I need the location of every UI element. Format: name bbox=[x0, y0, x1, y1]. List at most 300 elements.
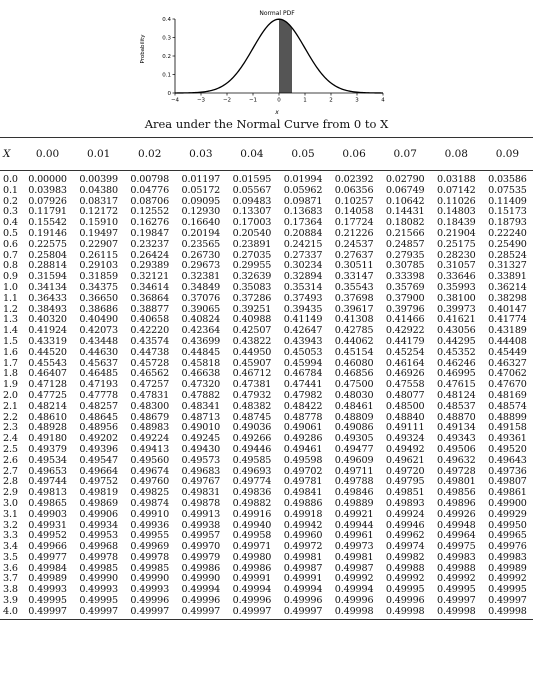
table-cell: 0.21566 bbox=[385, 227, 425, 239]
table-cell: 0.49996 bbox=[232, 595, 272, 607]
table-cell: 0.37493 bbox=[283, 292, 323, 304]
normal-distribution-table bbox=[0, 137, 533, 620]
row-header-x: 3.2 bbox=[3, 519, 18, 531]
table-cell: 0.09483 bbox=[232, 195, 272, 207]
table-cell: 0.49664 bbox=[79, 465, 118, 477]
row-header-x: 4.0 bbox=[0, 607, 22, 619]
table-cell: 0.07926 bbox=[28, 195, 67, 207]
table-cell: 0.49585 bbox=[232, 454, 272, 466]
table-cell: 0.47982 bbox=[283, 389, 323, 401]
table-cell: 0.15542 bbox=[28, 217, 67, 229]
table-cell: 0.42785 bbox=[334, 325, 374, 337]
row-header-x: 1.7 bbox=[3, 357, 18, 369]
table-cell: 0.49632 bbox=[436, 454, 476, 466]
table-cell: 0.44738 bbox=[130, 346, 170, 358]
y-tick-label: 0.2 bbox=[162, 54, 171, 60]
table-cell: 0.18793 bbox=[488, 217, 527, 229]
table-cell: 0.37286 bbox=[232, 292, 272, 304]
table-cell: 0.49900 bbox=[488, 497, 527, 509]
column-header: 0.06 bbox=[329, 138, 380, 171]
table-cell: 0.49989 bbox=[488, 562, 527, 574]
table-cell: 0.44845 bbox=[181, 346, 221, 358]
table-cell: 0.49998 bbox=[431, 607, 482, 619]
table-cell: 0.49979 bbox=[181, 551, 221, 563]
row-header-x: 0.5 bbox=[3, 227, 18, 239]
table-cell: 0.00000 bbox=[28, 174, 67, 185]
y-tick-label: 0.1 bbox=[162, 72, 171, 79]
table-cell: 0.35993 bbox=[436, 281, 476, 293]
table-cell: 0.49987 bbox=[283, 562, 323, 574]
table-cell: 0.48840 bbox=[385, 411, 425, 423]
table-cell: 0.49851 bbox=[385, 487, 425, 499]
y-tick-label: 0 bbox=[167, 91, 171, 97]
table-cell: 0.46562 bbox=[130, 368, 170, 380]
table-cell: 0.47558 bbox=[385, 379, 425, 391]
table-cell: 0.48461 bbox=[334, 400, 374, 412]
table-cell: 0.48537 bbox=[436, 400, 476, 412]
table-cell: 0.49903 bbox=[28, 508, 67, 520]
table-cell: 0.49343 bbox=[436, 433, 476, 445]
table-cell: 0.22907 bbox=[79, 238, 118, 250]
table-cell: 0.07535 bbox=[488, 184, 527, 196]
row-header-x: 0.1 bbox=[3, 184, 18, 196]
table-cell: 0.43699 bbox=[181, 335, 221, 347]
table-cell: 0.31859 bbox=[79, 271, 118, 283]
table-cell: 0.49520 bbox=[488, 443, 527, 455]
table-cell: 0.49971 bbox=[232, 541, 272, 553]
table-cell: 0.49882 bbox=[232, 497, 272, 509]
table-cell: 0.49990 bbox=[181, 573, 221, 585]
column-header: 0.04 bbox=[226, 138, 277, 171]
table-cell: 0.49929 bbox=[488, 508, 527, 520]
table-cell: 0.49825 bbox=[130, 487, 170, 499]
table-cell: 0.00399 bbox=[79, 174, 118, 185]
row-header-x: 2.2 bbox=[3, 411, 18, 423]
table-cell: 0.46638 bbox=[181, 368, 221, 380]
table-cell: 0.35543 bbox=[334, 281, 374, 293]
table-cell: 0.49534 bbox=[28, 454, 67, 466]
row-header-x: 1.2 bbox=[3, 303, 18, 315]
table-cell: 0.46712 bbox=[232, 368, 272, 380]
table-cell: 0.42364 bbox=[181, 325, 221, 337]
table-cell: 0.49906 bbox=[79, 508, 118, 520]
table-cell: 0.47725 bbox=[28, 389, 67, 401]
table-cell: 0.15173 bbox=[488, 206, 527, 218]
table-cell: 0.35314 bbox=[283, 281, 323, 293]
table-row bbox=[0, 171, 533, 186]
table-cell: 0.49993 bbox=[28, 584, 67, 596]
table-cell: 0.49728 bbox=[436, 465, 476, 477]
table-cell: 0.47500 bbox=[334, 379, 374, 391]
table-cell: 0.22575 bbox=[28, 238, 67, 250]
table-cell: 0.43822 bbox=[232, 335, 272, 347]
table-cell: 0.17724 bbox=[334, 217, 374, 229]
normal-pdf-plot bbox=[128, 4, 390, 116]
table-cell: 0.01595 bbox=[232, 174, 272, 185]
table-cell: 0.45994 bbox=[283, 357, 323, 369]
table-cell: 0.33147 bbox=[334, 271, 374, 283]
table-cell: 0.49361 bbox=[488, 433, 527, 445]
table-cell: 0.49950 bbox=[488, 519, 527, 531]
x-tick-label: 0 bbox=[277, 97, 281, 104]
table-cell: 0.30785 bbox=[385, 260, 425, 272]
table-cell: 0.49643 bbox=[488, 454, 527, 466]
table-cell: 0.28814 bbox=[28, 260, 67, 272]
table-cell: 0.49995 bbox=[488, 584, 527, 596]
table-cell: 0.49997 bbox=[226, 607, 277, 619]
table-cell: 0.47062 bbox=[488, 368, 527, 380]
table-cell: 0.48983 bbox=[130, 422, 170, 434]
table-cell: 0.49989 bbox=[28, 573, 67, 585]
table-cell: 0.12930 bbox=[181, 206, 221, 218]
table-cell: 0.47882 bbox=[181, 389, 221, 401]
table-cell: 0.01994 bbox=[283, 174, 323, 185]
table-cell: 0.27935 bbox=[385, 249, 425, 261]
table-cell: 0.49573 bbox=[181, 454, 221, 466]
y-tick-label: 0.4 bbox=[162, 17, 171, 23]
table-cell: 0.49940 bbox=[232, 519, 272, 531]
table-cell: 0.38686 bbox=[79, 303, 118, 315]
table-cell: 0.49973 bbox=[334, 541, 374, 553]
table-cell: 0.46080 bbox=[334, 357, 374, 369]
table-cell: 0.13307 bbox=[232, 206, 272, 218]
table-cell: 0.46995 bbox=[436, 368, 476, 380]
table-cell: 0.49889 bbox=[334, 497, 374, 509]
table-cell: 0.17364 bbox=[283, 217, 323, 229]
table-cell: 0.43056 bbox=[436, 325, 476, 337]
table-cell: 0.25804 bbox=[28, 249, 67, 261]
row-header-x: 0.6 bbox=[3, 238, 18, 250]
row-header-x: 3.7 bbox=[3, 573, 18, 585]
table-cell: 0.49461 bbox=[283, 443, 323, 455]
table-cell: 0.07142 bbox=[436, 184, 476, 196]
column-header: 0.00 bbox=[22, 138, 73, 171]
row-header-x: 1.8 bbox=[3, 368, 18, 380]
table-cell: 0.14431 bbox=[385, 206, 425, 218]
table-cell: 0.49977 bbox=[28, 551, 67, 563]
table-cell: 0.49957 bbox=[181, 530, 221, 542]
table-cell: 0.36433 bbox=[28, 292, 67, 304]
table-cell: 0.49983 bbox=[436, 551, 476, 563]
table-cell: 0.46327 bbox=[488, 357, 527, 369]
table-cell: 0.48809 bbox=[334, 411, 374, 423]
table-cell: 0.49942 bbox=[283, 519, 323, 531]
table-cell: 0.41466 bbox=[385, 314, 425, 326]
table-cell: 0.49086 bbox=[334, 422, 374, 434]
table-cell: 0.49286 bbox=[283, 433, 323, 445]
table-cell: 0.43574 bbox=[130, 335, 170, 347]
normal-pdf-figure bbox=[128, 4, 390, 116]
table-cell: 0.49955 bbox=[130, 530, 170, 542]
figure-x-label: x bbox=[275, 109, 279, 116]
table-cell: 0.48500 bbox=[385, 400, 425, 412]
table-cell: 0.47128 bbox=[28, 379, 67, 391]
table-cell: 0.26730 bbox=[181, 249, 221, 261]
table-cell: 0.49992 bbox=[488, 573, 527, 585]
table-cell: 0.49998 bbox=[329, 607, 380, 619]
table-cell: 0.02392 bbox=[334, 174, 374, 185]
figure-title: Normal PDF bbox=[259, 10, 295, 17]
table-cell: 0.49831 bbox=[181, 487, 221, 499]
table-cell: 0.43189 bbox=[488, 325, 527, 337]
table-cell: 0.45818 bbox=[181, 357, 221, 369]
table-cell: 0.49886 bbox=[283, 497, 323, 509]
table-cell: 0.49946 bbox=[385, 519, 425, 531]
column-header: 0.05 bbox=[277, 138, 328, 171]
table-cell: 0.49992 bbox=[385, 573, 425, 585]
table-cell: 0.38493 bbox=[28, 303, 67, 315]
row-header-x: 3.9 bbox=[3, 595, 18, 607]
table-cell: 0.49477 bbox=[334, 443, 374, 455]
table-cell: 0.49992 bbox=[436, 573, 476, 585]
table-cell: 0.48030 bbox=[334, 389, 374, 401]
table-cell: 0.49245 bbox=[181, 433, 221, 445]
table-cell: 0.49492 bbox=[385, 443, 425, 455]
table-cell: 0.49972 bbox=[283, 541, 323, 553]
table-cell: 0.06749 bbox=[385, 184, 425, 196]
table-cell: 0.49819 bbox=[79, 487, 118, 499]
table-row bbox=[0, 402, 533, 413]
column-header: 0.07 bbox=[380, 138, 431, 171]
table-cell: 0.42507 bbox=[232, 325, 272, 337]
x-tick-label: −1 bbox=[248, 97, 258, 104]
y-tick-label: 0.3 bbox=[162, 35, 171, 42]
table-cell: 0.36214 bbox=[488, 281, 527, 293]
row-header-x: 1.1 bbox=[3, 292, 18, 304]
table-cell: 0.48341 bbox=[181, 400, 221, 412]
table-cell: 0.49981 bbox=[283, 551, 323, 563]
table-cell: 0.49774 bbox=[232, 476, 272, 488]
table-cell: 0.49158 bbox=[488, 422, 527, 434]
row-header-x: 3.1 bbox=[3, 508, 18, 520]
table-cell: 0.02790 bbox=[385, 174, 425, 185]
table-cell: 0.19497 bbox=[79, 227, 118, 239]
table-cell: 0.32381 bbox=[181, 271, 221, 283]
table-cell: 0.39435 bbox=[283, 303, 323, 315]
column-header: 0.02 bbox=[124, 138, 175, 171]
table-cell: 0.14058 bbox=[334, 206, 374, 218]
table-cell: 0.34849 bbox=[181, 281, 221, 293]
table-cell: 0.49944 bbox=[334, 519, 374, 531]
table-cell: 0.49609 bbox=[334, 454, 374, 466]
table-cell: 0.49976 bbox=[488, 541, 527, 553]
table-cell: 0.45543 bbox=[28, 357, 67, 369]
row-header-x: 2.9 bbox=[3, 487, 18, 499]
table-cell: 0.34134 bbox=[28, 281, 67, 293]
table-row bbox=[0, 607, 533, 619]
table-cell: 0.49846 bbox=[334, 487, 374, 499]
table-cell: 0.49997 bbox=[175, 607, 226, 619]
table-cell: 0.49978 bbox=[130, 551, 170, 563]
row-header-x: 2.6 bbox=[3, 454, 18, 466]
table-cell: 0.49960 bbox=[283, 530, 323, 542]
table-cell: 0.46784 bbox=[283, 368, 323, 380]
table-cell: 0.49985 bbox=[79, 562, 118, 574]
table-cell: 0.45907 bbox=[232, 357, 272, 369]
table-cell: 0.49036 bbox=[232, 422, 272, 434]
table-cell: 0.49948 bbox=[436, 519, 476, 531]
table-cell: 0.41149 bbox=[283, 314, 323, 326]
table-cell: 0.49924 bbox=[385, 508, 425, 520]
table-cell: 0.42073 bbox=[79, 325, 118, 337]
table-cell: 0.45254 bbox=[385, 346, 425, 358]
table-cell: 0.46164 bbox=[385, 357, 425, 369]
row-header-x: 0.3 bbox=[3, 206, 18, 218]
table-cell: 0.46485 bbox=[79, 368, 118, 380]
table-cell: 0.41308 bbox=[334, 314, 374, 326]
table-cell: 0.49931 bbox=[28, 519, 67, 531]
row-header-x: 2.0 bbox=[3, 389, 18, 401]
x-tick-label: 2 bbox=[329, 97, 333, 104]
table-cell: 0.49984 bbox=[28, 562, 67, 574]
table-cell: 0.29673 bbox=[181, 260, 221, 272]
table-cell: 0.48745 bbox=[232, 411, 272, 423]
table-row bbox=[0, 348, 533, 359]
table-cell: 0.49869 bbox=[79, 497, 118, 509]
table-cell: 0.49997 bbox=[436, 595, 476, 607]
table-cell: 0.47381 bbox=[232, 379, 272, 391]
column-header: 0.03 bbox=[175, 138, 226, 171]
table-cell: 0.49547 bbox=[79, 454, 118, 466]
table-cell: 0.48574 bbox=[488, 400, 527, 412]
table-row bbox=[0, 186, 533, 197]
x-tick-label: −2 bbox=[222, 97, 232, 104]
table-cell: 0.49720 bbox=[385, 465, 425, 477]
table-cell: 0.32639 bbox=[232, 271, 272, 283]
row-header-x: 1.0 bbox=[3, 281, 18, 293]
table-cell: 0.19146 bbox=[28, 227, 67, 239]
row-header-x: 1.5 bbox=[3, 335, 18, 347]
table-cell: 0.49953 bbox=[79, 530, 118, 542]
table-cell: 0.45449 bbox=[488, 346, 527, 358]
table-cell: 0.49893 bbox=[385, 497, 425, 509]
x-tick-label: −4 bbox=[170, 97, 180, 104]
row-header-x: 2.1 bbox=[3, 400, 18, 412]
table-cell: 0.20884 bbox=[283, 227, 323, 239]
table-cell: 0.48214 bbox=[28, 400, 67, 412]
table-cell: 0.39973 bbox=[436, 303, 476, 315]
table-cell: 0.49982 bbox=[385, 551, 425, 563]
table-cell: 0.49996 bbox=[334, 595, 374, 607]
table-cell: 0.42647 bbox=[283, 325, 323, 337]
table-caption: Area under the Normal Curve from 0 to X bbox=[144, 117, 389, 131]
table-cell: 0.49736 bbox=[488, 465, 527, 477]
table-cell: 0.49997 bbox=[73, 607, 124, 619]
table-cell: 0.30234 bbox=[283, 260, 323, 272]
table-cell: 0.01197 bbox=[181, 174, 221, 185]
table-cell: 0.47320 bbox=[181, 379, 221, 391]
column-header: 0.09 bbox=[482, 138, 533, 171]
table-cell: 0.49969 bbox=[130, 541, 170, 553]
table-cell: 0.36650 bbox=[79, 292, 118, 304]
table-cell: 0.44295 bbox=[436, 335, 476, 347]
column-header: 0.08 bbox=[431, 138, 482, 171]
table-cell: 0.44062 bbox=[334, 335, 374, 347]
table-cell: 0.49975 bbox=[436, 541, 476, 553]
table-cell: 0.35769 bbox=[385, 281, 425, 293]
table-cell: 0.43319 bbox=[28, 335, 67, 347]
table-cell: 0.33891 bbox=[488, 271, 527, 283]
table-cell: 0.48257 bbox=[79, 400, 118, 412]
table-cell: 0.49836 bbox=[232, 487, 272, 499]
table-cell: 0.47670 bbox=[488, 379, 527, 391]
table-cell: 0.49180 bbox=[28, 433, 67, 445]
table-cell: 0.49952 bbox=[28, 530, 67, 542]
table-cell: 0.49997 bbox=[124, 607, 175, 619]
table-cell: 0.49998 bbox=[380, 607, 431, 619]
table-cell: 0.46407 bbox=[28, 368, 67, 380]
table-cell: 0.48077 bbox=[385, 389, 425, 401]
table-cell: 0.49995 bbox=[28, 595, 67, 607]
table-cell: 0.49856 bbox=[436, 487, 476, 499]
row-header-x: 1.9 bbox=[3, 379, 18, 391]
table-cell: 0.44950 bbox=[232, 346, 272, 358]
table-cell: 0.49324 bbox=[385, 433, 425, 445]
table-cell: 0.03586 bbox=[488, 174, 527, 185]
table-cell: 0.49981 bbox=[334, 551, 374, 563]
table-cell: 0.22240 bbox=[488, 227, 527, 239]
table-cell: 0.49379 bbox=[28, 443, 67, 455]
table-cell: 0.49983 bbox=[488, 551, 527, 563]
table-cell: 0.49986 bbox=[181, 562, 221, 574]
table-cell: 0.39251 bbox=[232, 303, 272, 315]
table-cell: 0.27035 bbox=[232, 249, 272, 261]
table-cell: 0.49996 bbox=[181, 595, 221, 607]
figure-y-label: Probability bbox=[140, 34, 146, 64]
row-header-x: 0.2 bbox=[3, 195, 18, 207]
table-cell: 0.49674 bbox=[130, 465, 170, 477]
table-cell: 0.25175 bbox=[436, 238, 476, 250]
table-cell: 0.49446 bbox=[232, 443, 272, 455]
row-header-x: 3.3 bbox=[3, 530, 18, 542]
table-cell: 0.49865 bbox=[28, 497, 67, 509]
table-cell: 0.49988 bbox=[436, 562, 476, 574]
table-cell: 0.28524 bbox=[488, 249, 527, 261]
table-cell: 0.49985 bbox=[130, 562, 170, 574]
table-cell: 0.29389 bbox=[130, 260, 170, 272]
table-cell: 0.49964 bbox=[436, 530, 476, 542]
table-cell: 0.29103 bbox=[79, 260, 118, 272]
table-cell: 0.32121 bbox=[130, 271, 170, 283]
x-tick-label: 3 bbox=[355, 97, 359, 104]
table-cell: 0.49980 bbox=[232, 551, 272, 563]
table-cell: 0.49970 bbox=[181, 541, 221, 553]
table-row bbox=[0, 510, 533, 521]
table-cell: 0.47193 bbox=[79, 379, 118, 391]
table-cell: 0.49987 bbox=[334, 562, 374, 574]
table-row bbox=[0, 294, 533, 305]
table-cell: 0.48422 bbox=[283, 400, 323, 412]
table-cell: 0.49965 bbox=[488, 530, 527, 542]
table-cell: 0.33646 bbox=[436, 271, 476, 283]
table-cell: 0.08706 bbox=[130, 195, 170, 207]
table-cell: 0.20540 bbox=[232, 227, 272, 239]
row-header-x: 2.8 bbox=[3, 476, 18, 488]
row-header-x: 3.0 bbox=[3, 497, 18, 509]
table-cell: 0.43943 bbox=[283, 335, 323, 347]
table-cell: 0.49752 bbox=[79, 476, 118, 488]
table-cell: 0.49266 bbox=[232, 433, 272, 445]
table-cell: 0.41774 bbox=[488, 314, 527, 326]
table-cell: 0.24537 bbox=[334, 238, 374, 250]
table-cell: 0.49996 bbox=[283, 595, 323, 607]
table-cell: 0.26424 bbox=[130, 249, 170, 261]
table-cell: 0.21904 bbox=[436, 227, 476, 239]
table-cell: 0.49683 bbox=[181, 465, 221, 477]
table-cell: 0.09095 bbox=[181, 195, 221, 207]
table-cell: 0.49202 bbox=[79, 433, 118, 445]
table-cell: 0.49861 bbox=[488, 487, 527, 499]
